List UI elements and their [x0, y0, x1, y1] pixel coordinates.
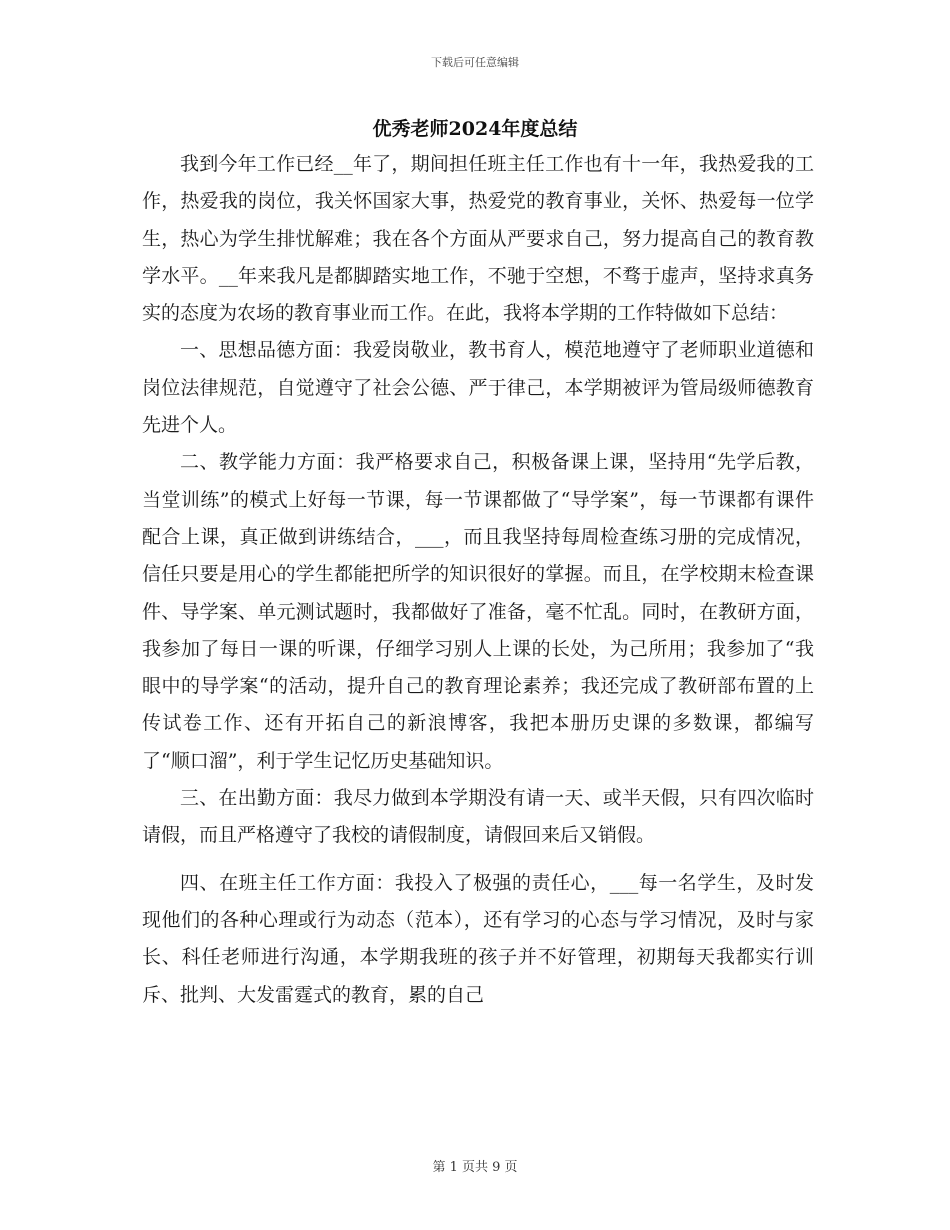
- paragraph-intro: 我到今年工作已经__年了，期间担任班主任工作也有十一年，我热爱我的工作，热爱我的岗位，我关怀国家大事，热爱党的教育事业，关怀、热爱每一位学生，热心为学生排忧解难；我在各个方面从严要求自己，努力提高自己的教育教学水平。__年来我凡是都脚踏实地工作，不驰于空想，不骛于虚声，坚持求真务实的态度为农场的教育事业而工作。在此，我将本学期的工作特做如下总结：: [142, 153, 814, 325]
- page-header-note: 下载后可任意编辑: [431, 56, 519, 69]
- document-body: [142, 146, 814, 1014]
- document-title: 优秀老师2024年度总结: [372, 118, 578, 140]
- paragraph-teaching: 二、教学能力方面：我严格要求自己，积极备课上课，坚持用“先学后教，当堂训练”的模式上好每一节课，每一节课都做了“导学案”，每一节课都有课件配合上课，真正做到讲练结合，___，而且我坚持每周检查练习册的完成情况，信任只要是用心的学生都能把所学的知识很好的掌握。而且，在学校期末检查课件、导学案、单元测试题时，我都做好了准备，毫不忙乱。同时，在教研方面，我参加了每日一课的听课，仔细学习别人上课的长处，为己所用；我参加了“我眼中的导学案“的活动，提升自己的教育理论素养；我还完成了教研部布置的上传试卷工作、还有开拓自己的新浪博客，我把本册历史课的多数课，都编写了“顺口溜”，利于学生记忆历史基础知识。: [142, 451, 814, 772]
- page-number-footer: 第 1 页共 9 页: [432, 1160, 518, 1175]
- paragraph-class-teacher: 四、在班主任工作方面：我投入了极强的责任心，___每一名学生，及时发现他们的各种心理或行为动态（范本），还有学习的心态与学习情况，及时与家长、科任老师进行沟通，本学期我班的孩子并不好管理，初期每天我都实行训斥、批判、大发雷霆式的教育，累的自己: [142, 871, 814, 1006]
- paragraph-morality: 一、思想品德方面：我爱岗敬业，教书育人，模范地遵守了老师职业道德和岗位法律规范，自觉遵守了社会公德、严于律己，本学期被评为管局级师德教育先进个人。: [142, 339, 814, 437]
- paragraph-attendance: 三、在出勤方面：我尽力做到本学期没有请一天、或半天假，只有四次临时请假，而且严格遵守了我校的请假制度，请假回来后又销假。: [142, 787, 814, 847]
